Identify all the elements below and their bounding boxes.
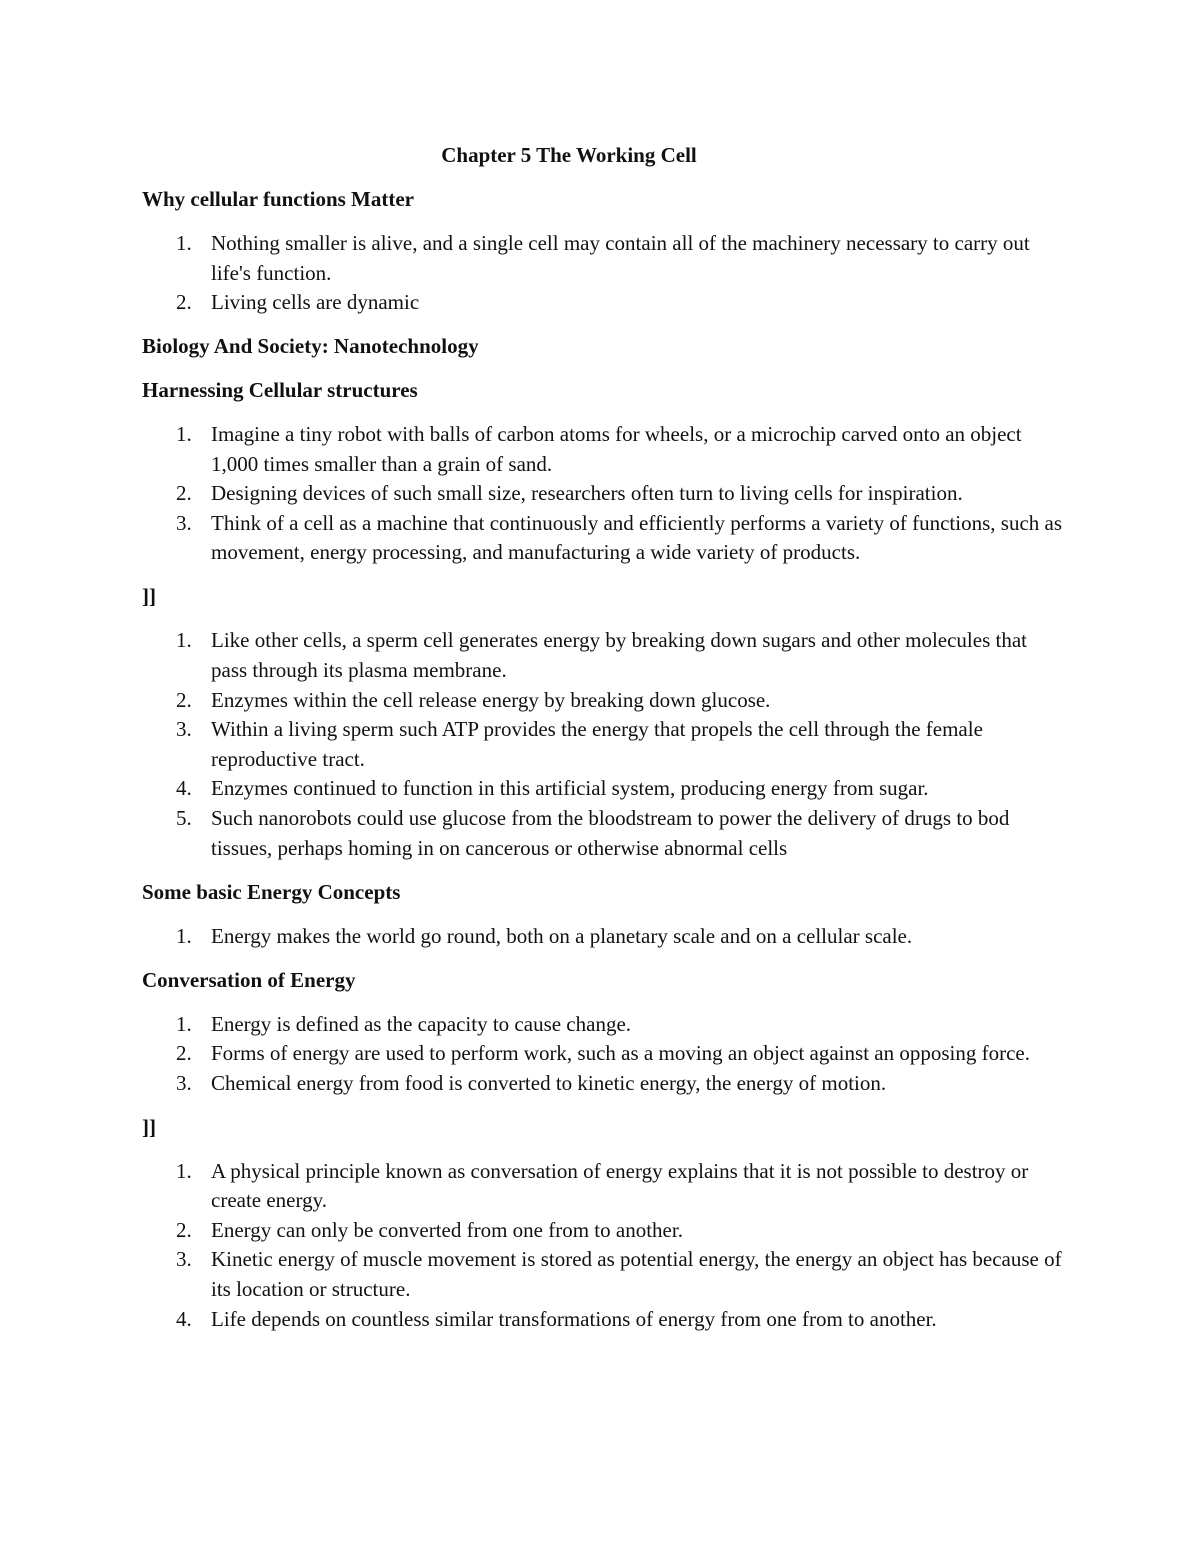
list-item-number: 2.: [176, 687, 192, 712]
section-heading: ]]: [142, 584, 156, 609]
numbered-list: [142, 420, 1062, 568]
list-item-number: 4.: [176, 776, 192, 801]
numbered-list: [142, 229, 1062, 318]
list-item-number: 4.: [176, 1306, 192, 1331]
list-item: [142, 509, 1062, 568]
list-item-text: Energy is defined as the capacity to cause change.: [211, 1011, 632, 1036]
section-heading: ]]: [142, 1114, 156, 1139]
list-item-text: Think of a cell as a machine that continuously and efficiently performs a variety of functions, such as movement, energy processing, and manufacturing a wide variety of products.: [211, 510, 1063, 565]
list-item-text: Such nanorobots could use glucose from the bloodstream to power the delivery of drugs to bod tissues, perhaps homing in on cancerous or otherwise abnormal cells: [211, 806, 1010, 860]
list-item: [142, 229, 1062, 288]
list-item: [142, 1039, 1062, 1069]
list-item-text: Like other cells, a sperm cell generates energy by breaking down sugars and other molecules that pass through its plasma membrane.: [211, 628, 1027, 683]
list-item: [142, 1245, 1062, 1304]
list-item: [142, 774, 1062, 804]
list-item: [142, 1010, 1062, 1040]
list-item: [142, 804, 1062, 863]
list-item: [142, 1069, 1062, 1099]
list-item: [142, 288, 1062, 318]
list-item-number: 3.: [176, 1070, 192, 1095]
list-item-text: Kinetic energy of muscle movement is stored as potential energy, the energy an object has because of its location or structure.: [211, 1247, 1062, 1302]
list-item-text: Nothing smaller is alive, and a single cell may contain all of the machinery necessary to carry out life's function.: [211, 230, 1030, 285]
numbered-list: [142, 1157, 1062, 1335]
numbered-list: [142, 1010, 1062, 1099]
list-item-text: Chemical energy from food is converted to kinetic energy, the energy of motion.: [211, 1070, 887, 1095]
list-item: [142, 479, 1062, 509]
sections-container: [142, 185, 1062, 1334]
section-heading: Harnessing Cellular structures: [142, 378, 418, 403]
list-item: [142, 686, 1062, 716]
list-item: [142, 1216, 1062, 1246]
section-heading: Why cellular functions Matter: [142, 186, 414, 211]
list-item-number: 3.: [176, 510, 192, 535]
document-body: [142, 141, 1062, 1349]
section-heading: Some basic Energy Concepts: [142, 879, 401, 904]
list-item-text: Energy can only be converted from one from to another.: [211, 1217, 683, 1242]
list-item: [142, 1157, 1062, 1216]
list-item: [142, 1305, 1062, 1335]
list-item-text: Enzymes within the cell release energy by breaking down glucose.: [211, 687, 771, 712]
list-item-number: 2.: [176, 481, 192, 506]
list-item-number: 2.: [176, 1217, 192, 1242]
list-item: [142, 715, 1062, 774]
list-item-number: 3.: [176, 717, 192, 742]
list-item: [142, 626, 1062, 685]
list-item-text: A physical principle known as conversation of energy explains that it is not possible to destroy or create energy.: [211, 1158, 1029, 1213]
list-item-text: Energy makes the world go round, both on a planetary scale and on a cellular scale.: [211, 923, 913, 948]
list-item: [142, 922, 1062, 952]
numbered-list: [142, 922, 1062, 952]
list-item-text: Living cells are dynamic: [211, 290, 420, 315]
numbered-list: [142, 626, 1062, 863]
list-item-text: Life depends on countless similar transformations of energy from one from to another.: [211, 1306, 937, 1331]
list-item-text: Imagine a tiny robot with balls of carbon atoms for wheels, or a microchip carved onto an object 1,000 times smaller than a grain of sand.: [211, 422, 1022, 476]
list-item-number: 1.: [176, 1011, 192, 1036]
list-item-number: 1.: [176, 230, 192, 255]
list-item-text: Designing devices of such small size, researchers often turn to living cells for inspiration.: [211, 481, 963, 506]
section-heading: Conversation of Energy: [142, 967, 356, 992]
list-item-number: 1.: [176, 1158, 192, 1183]
list-item-number: 2.: [176, 1041, 192, 1066]
list-item-number: 5.: [176, 806, 192, 831]
list-item-number: 1.: [176, 923, 192, 948]
list-item-text: Forms of energy are used to perform work, such as a moving an object against an opposing force.: [211, 1041, 1030, 1066]
page-title: Chapter 5 The Working Cell: [441, 143, 697, 167]
list-item-number: 1.: [176, 422, 192, 447]
list-item: [142, 420, 1062, 479]
list-item-text: Enzymes continued to function in this artificial system, producing energy from sugar.: [211, 776, 929, 801]
section-heading: Biology And Society: Nanotechnology: [142, 334, 479, 359]
list-item-text: Within a living sperm such ATP provides the energy that propels the cell through the female reproductive tract.: [211, 717, 983, 771]
list-item-number: 2.: [176, 290, 192, 315]
list-item-number: 1.: [176, 628, 192, 653]
list-item-number: 3.: [176, 1247, 192, 1272]
